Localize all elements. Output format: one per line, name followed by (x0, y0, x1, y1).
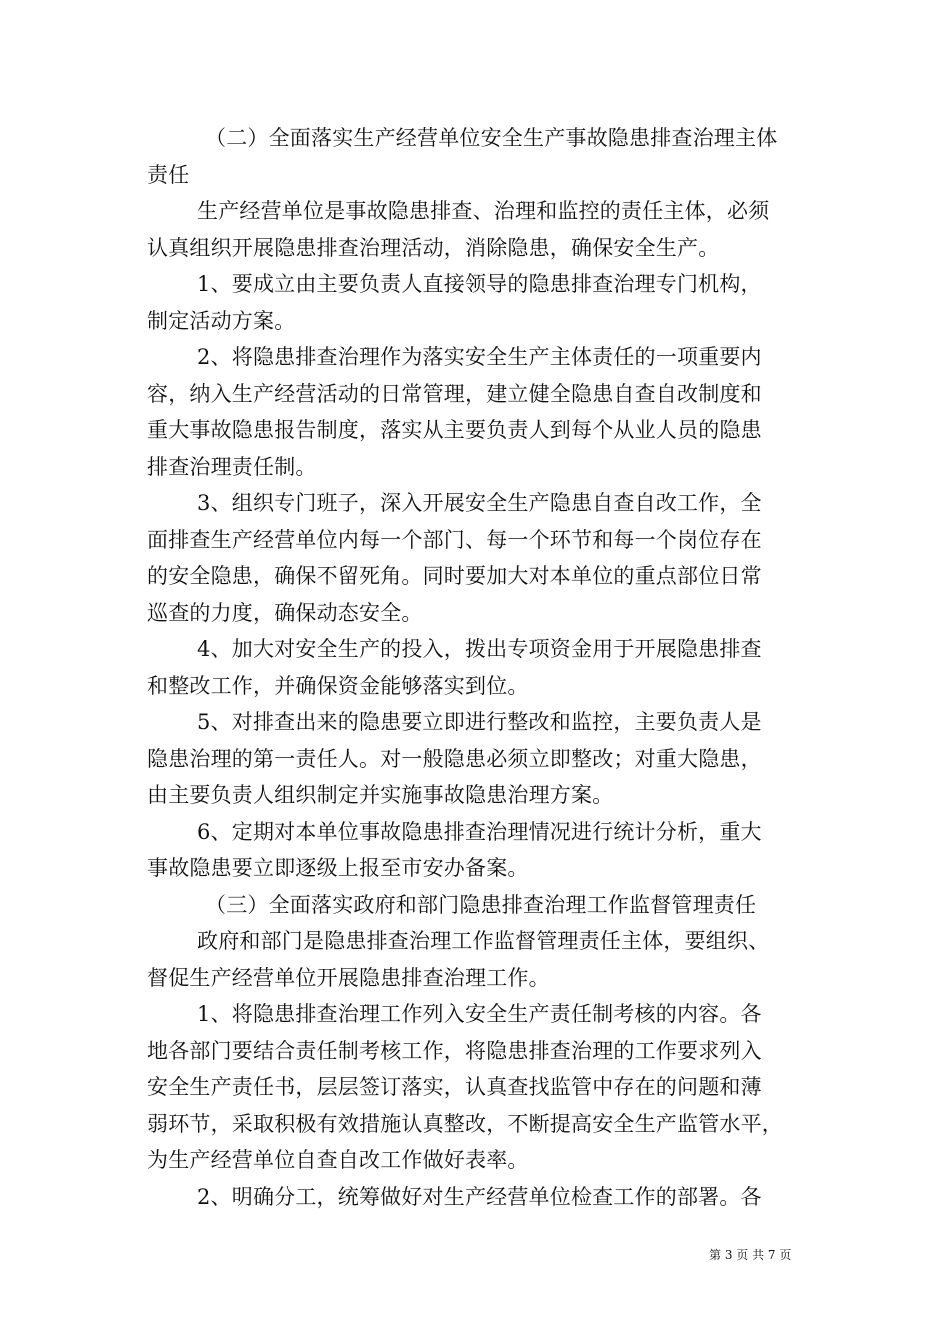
paragraph-line: 政府和部门是隐患排查治理工作监督管理责任主体，要组织、 (197, 929, 770, 953)
paragraph-line: 5、对排查出来的隐患要立即进行整改和监控，主要负责人是 (197, 710, 762, 734)
paragraph-line: 责任 (147, 162, 190, 187)
paragraph-line: 容，纳入生产经营活动的日常管理，建立健全隐患自查自改制度和 (147, 381, 762, 406)
paragraph-line: 事故隐患要立即逐级上报至市安办备案。 (147, 856, 529, 880)
paragraph-line: 1、要成立由主要负责人直接领导的隐患排查治理专门机构， (197, 272, 762, 296)
paragraph-line: 和整改工作，并确保资金能够落实到位。 (147, 673, 529, 698)
paragraph-line: 督促生产经营单位开展隐患排查治理工作。 (147, 965, 550, 990)
paragraph-line: 生产经营单位是事故隐患排查、治理和监控的责任主体，必须 (197, 199, 770, 223)
paragraph-line: 1、将隐患排查治理工作列入安全生产责任制考核的内容。各 (197, 1002, 762, 1026)
paragraph-line: 排查治理责任制。 (147, 454, 317, 479)
paragraph-line: 2、将隐患排查治理作为落实安全生产主体责任的一项重要内 (197, 345, 762, 369)
document-body (147, 120, 809, 1215)
paragraph-line: 的安全隐患，确保不留死角。同时要加大对本单位的重点部位日常 (147, 564, 762, 588)
paragraph-line: 为生产经营单位自查自改工作做好表率。 (147, 1148, 529, 1172)
paragraph-line: 认真组织开展隐患排查治理活动，消除隐患，确保安全生产。 (147, 235, 720, 260)
page-number: 第 3 页 共 7 页 (709, 1248, 792, 1262)
section-heading-line: （三）全面落实政府和部门隐患排查治理工作监督管理责任 (205, 892, 757, 917)
paragraph-line: 安全生产责任书，层层签订落实，认真查找监管中存在的问题和薄 (147, 1075, 762, 1099)
paragraph-line: 2、明确分工，统筹做好对生产经营单位检查工作的部署。各 (197, 1184, 762, 1209)
paragraph-line: 3、组织专门班子，深入开展安全生产隐患自查自改工作，全 (197, 491, 762, 515)
paragraph-line: 弱环节，采取积极有效措施认真整改，不断提高安全生产监管水平， (147, 1111, 783, 1136)
paragraph-line: 巡查的力度，确保动态安全。 (147, 600, 423, 625)
paragraph-line: 4、加大对安全生产的投入，拨出专项资金用于开展隐患排查 (197, 637, 762, 661)
paragraph-line: 地各部门要结合责任制考核工作，将隐患排查治理的工作要求列入 (147, 1038, 762, 1063)
paragraph-line: 隐患治理的第一责任人。对一般隐患必须立即整改；对重大隐患， (147, 746, 762, 771)
paragraph-line: 制定活动方案。 (147, 308, 296, 333)
paragraph-line: 重大事故隐患报告制度，落实从主要负责人到每个从业人员的隐患 (147, 418, 762, 442)
paragraph-line: 面排查生产经营单位内每一个部门、每一个环节和每一个岗位存在 (147, 527, 762, 552)
section-heading-line: （二）全面落实生产经营单位安全生产事故隐患排查治理主体 (205, 126, 778, 150)
paragraph-line: 由主要负责人组织制定并实施事故隐患治理方案。 (147, 783, 614, 807)
paragraph-line: 6、定期对本单位事故隐患排查治理情况进行统计分析，重大 (197, 819, 762, 844)
